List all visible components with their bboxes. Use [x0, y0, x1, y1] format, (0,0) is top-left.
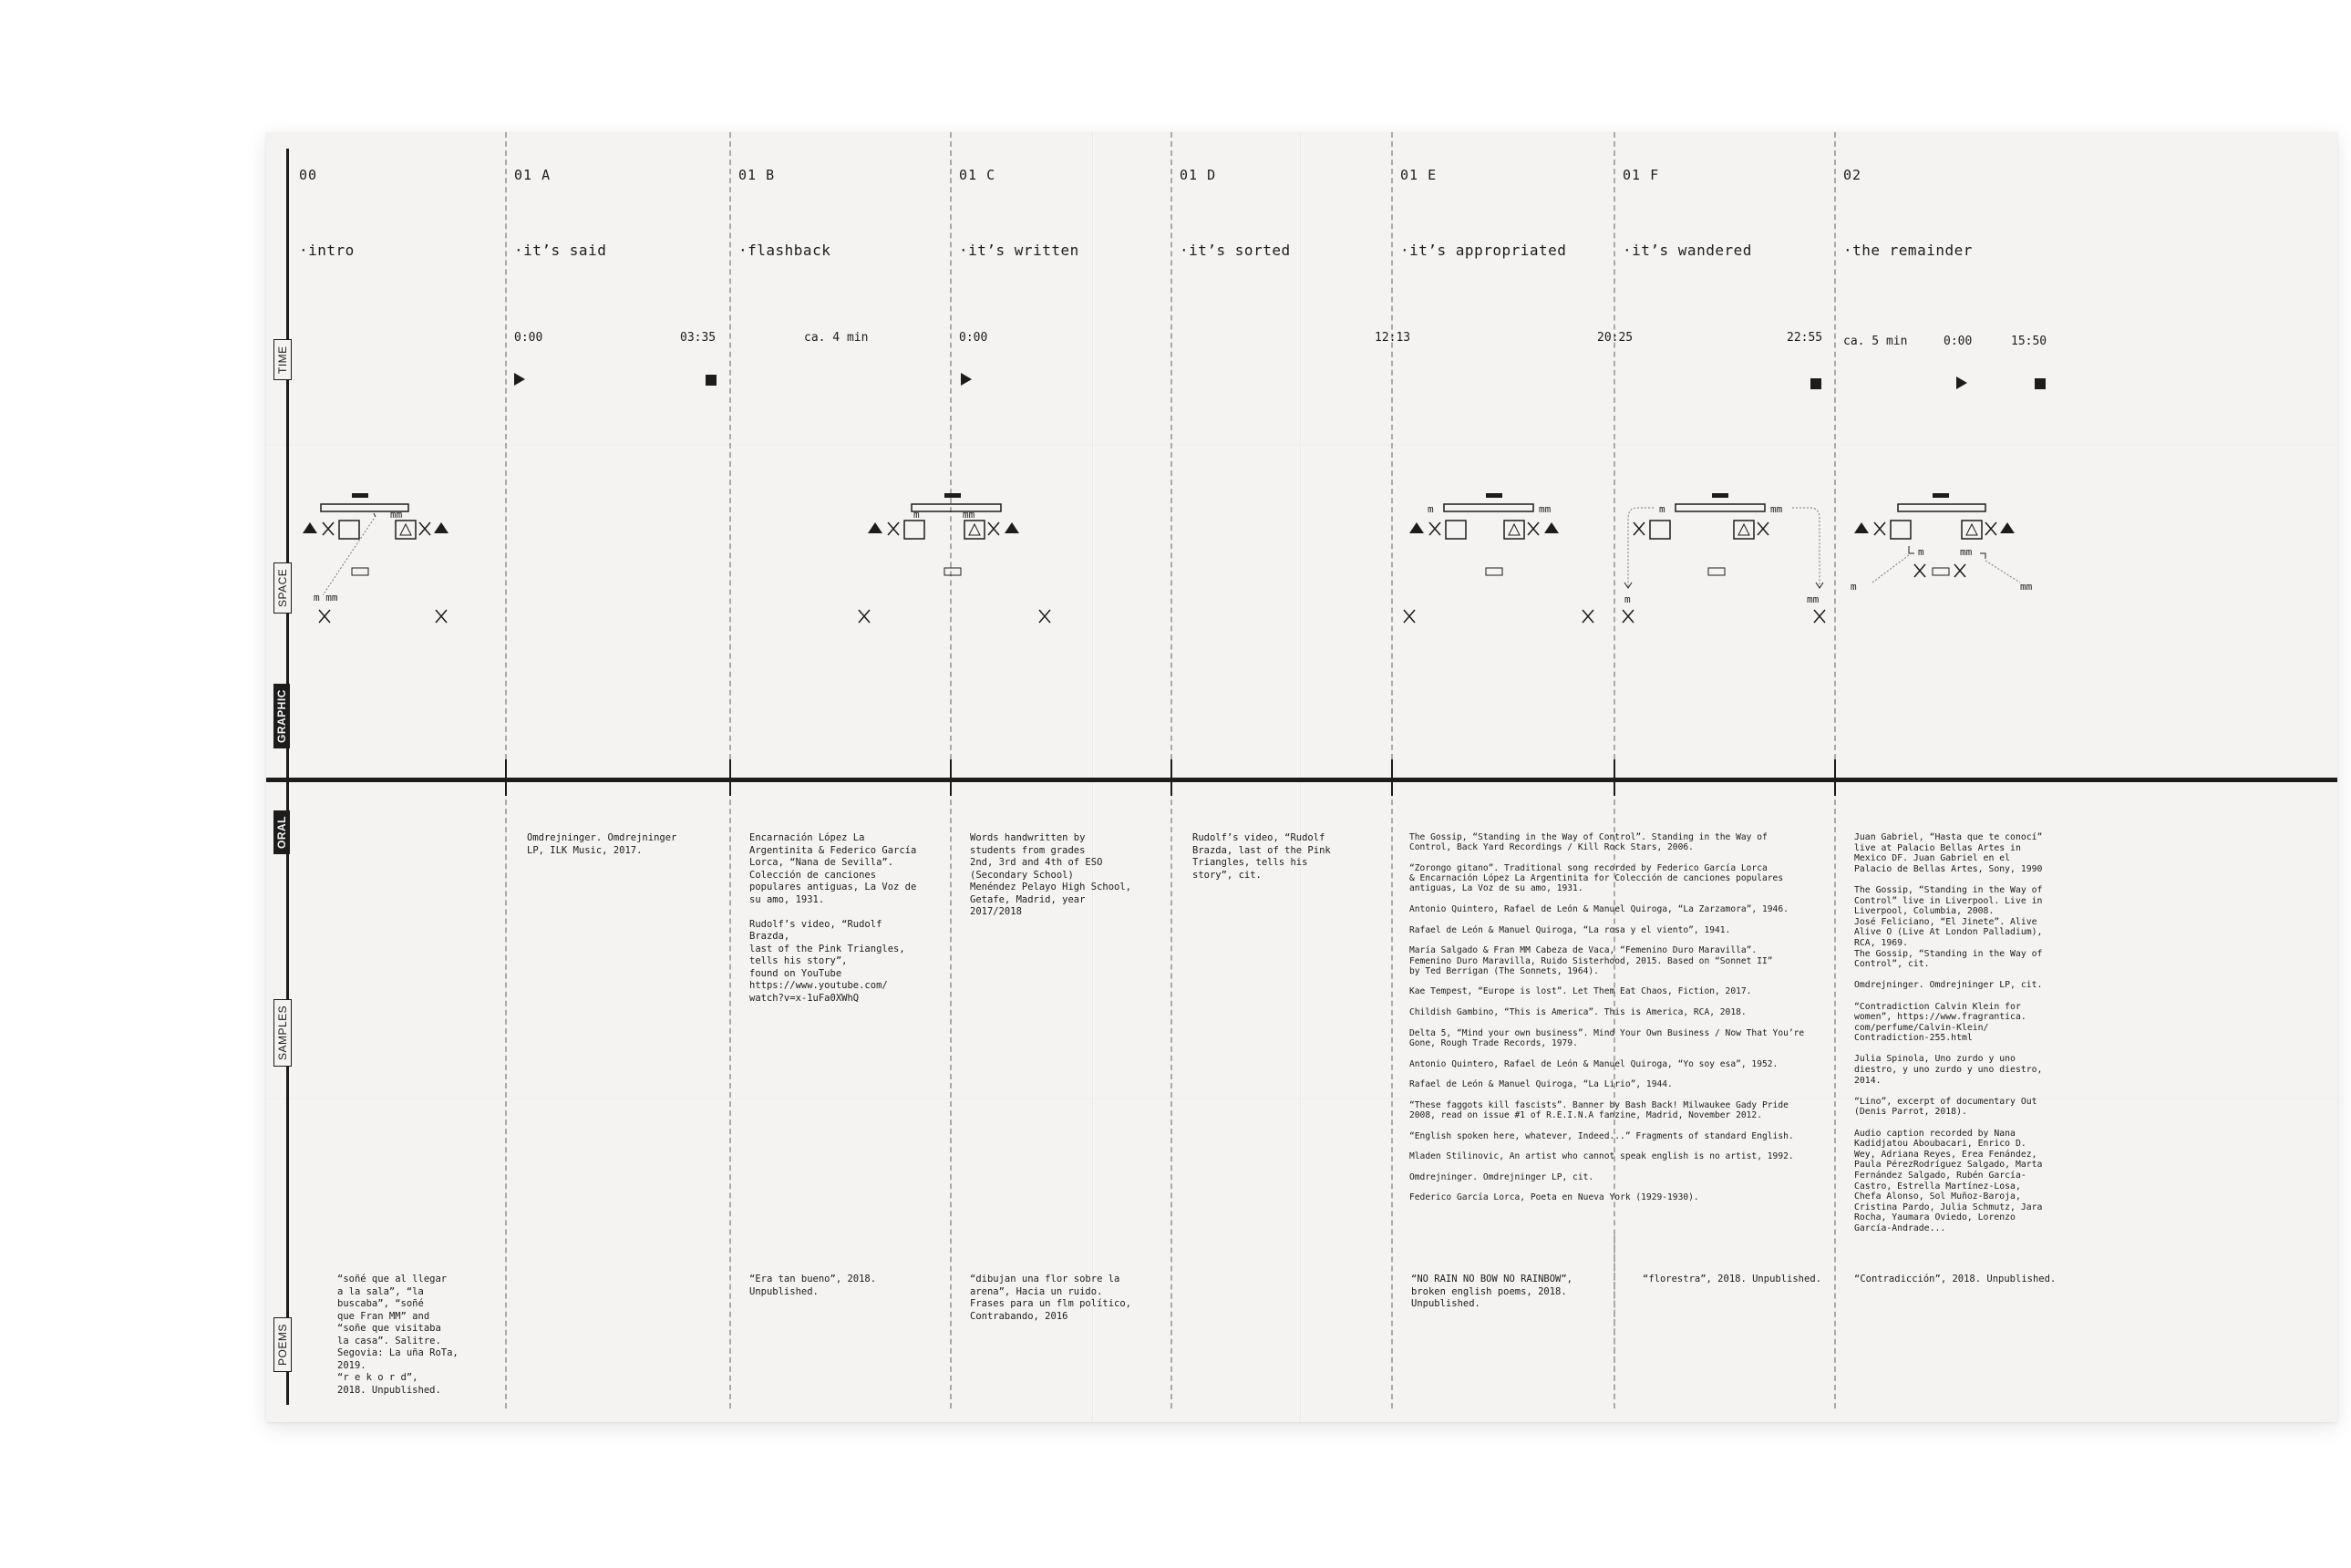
- column-01d: [1180, 132, 1391, 1408]
- samples-text: The Gossip, “Standing in the Way of Control”. Standing in the Way of Control, Back Yard Recordings / Kill Rock Stars, 2006. “Zorongo gitano”. Traditional song recorded by Federico García Lorca & Encarnación López La Argentinita for Colección de canciones populares antiguas, La Voz de su amo, 1931. Antonio Quintero, Rafael de León & Manuel Quiroga, “La Zarzamora”, 1946. Rafael de León & Manuel Quiroga, “La rosa y el viento”, 1941. María Salgado & Fran MM Cabeza de Vaca, “Femenino Duro Maravilla”. Femenino Duro Maravilla, Ruido Sisterhood, 2015. Based on “Sonnet II” by Ted Berrigan (The Sonnets, 1964). Kae Tempest, “Europe is lost”. Let Them Eat Chaos, Fiction, 2017. Childish Gambino, “This is America”. This is America, RCA, 2018. Delta 5, “Mind your own business”. Mind Your Own Business / Now That You’re Gone, Rough Trade Records, 1979. Antonio Quintero, Rafael de León & Manuel Quiroga, “Yo soy esa”, 1952. Rafael de León & Manuel Quiroga, “La Lirio”, 1944. “These faggots kill fascists”. Banner by Bash Back! Milwaukee Gady Pride 2008, read on issue #1 of R.E.I.N.A fanzine, Madrid, November 2012. “English spoken here, whatever, Indeed...” Fragments of standard English. Mladen Stilinovic, An artist who cannot speak english is no artist, 1992. Omdrejninger. Omdrejninger LP, cit. Federico García Lorca, Poeta en Nueva York (1929-1930).: [1409, 832, 1805, 1203]
- column-number: 02: [1843, 167, 1862, 183]
- svg-text:mm: mm: [1539, 503, 1552, 515]
- stop-icon[interactable]: [1810, 378, 1821, 389]
- cross-icon: [323, 522, 334, 535]
- side-label-samples: SAMPLES: [273, 999, 292, 1067]
- poem-text: “florestra”, 2018. Unpublished.: [1643, 1274, 1821, 1284]
- time-start: 0:00: [514, 331, 543, 345]
- samples-text: Words handwritten by students from grades 2nd, 3rd and 4th of ESO (Secondary School) Menéndez Pelayo High School, Getafe, Madrid, year 2017/2018: [970, 832, 1132, 917]
- svg-text:mm: mm: [963, 509, 975, 521]
- side-label-graphic: GRAPHIC: [273, 684, 290, 748]
- poster-sheet: [266, 132, 2337, 1422]
- svg-text:m: m: [1918, 546, 1924, 558]
- cross-icon: [419, 522, 430, 535]
- space-diagram-written: [859, 488, 1150, 716]
- svg-text:m: m: [1624, 593, 1631, 605]
- triangle-icon: [303, 522, 317, 533]
- time-end: 15:50: [2011, 335, 2047, 348]
- time-start: 0:00: [959, 331, 988, 345]
- time-duration: ca. 4 min: [804, 331, 869, 345]
- triangle-icon: [434, 522, 449, 533]
- column-number: 01 F: [1623, 167, 1660, 183]
- space-diagram-intro: [303, 488, 521, 716]
- poem-text: “Era tan bueno”, 2018. Unpublished.: [749, 1274, 877, 1297]
- divider-tick: [1391, 759, 1393, 796]
- svg-text:mm: mm: [2020, 581, 2033, 593]
- divider-tick: [505, 759, 507, 796]
- divider-tick: [950, 759, 952, 796]
- time-start: 0:00: [1944, 335, 1973, 348]
- column-separator: [1614, 1235, 1615, 1408]
- divider-tick: [1834, 759, 1836, 796]
- space-diagram-appropriated: [1402, 488, 1621, 716]
- svg-text:m: m: [1851, 581, 1857, 593]
- side-label-time: TIME: [273, 339, 292, 380]
- samples-text: Rudolf’s video, “Rudolf Brazda, last of the Pink Triangles, tells his story”, cit.: [1192, 832, 1331, 881]
- column-title: ·it’s appropriated: [1400, 242, 1567, 259]
- cross-icon: [436, 610, 447, 623]
- speaker-bar-icon: [352, 493, 368, 498]
- label-mm: mm: [390, 509, 403, 521]
- column-01b: [738, 132, 950, 1408]
- column-01c: [959, 132, 1170, 1408]
- svg-text:mm: mm: [1960, 546, 1973, 558]
- square-icon: [339, 521, 359, 539]
- column-number: 00: [299, 167, 318, 183]
- side-label-space: SPACE: [273, 562, 292, 614]
- column-title: ·it’s sorted: [1180, 242, 1291, 259]
- column-number: 01 C: [959, 167, 996, 183]
- svg-text:m: m: [1428, 503, 1434, 515]
- screen-icon: [352, 568, 368, 575]
- svg-text:m: m: [1659, 503, 1665, 515]
- column-00: [297, 132, 505, 1408]
- column-title: ·the remainder: [1843, 242, 1973, 259]
- svg-text:m: m: [913, 509, 920, 521]
- stop-icon[interactable]: [2035, 378, 2046, 389]
- column-01f: [1623, 132, 1834, 1408]
- column-title: ·it’s written: [959, 242, 1079, 259]
- space-diagram-wandered: [1621, 488, 1840, 716]
- time-start: 20:25: [1597, 331, 1634, 345]
- time-start: 12:13: [1375, 331, 1411, 345]
- play-icon[interactable]: [961, 373, 972, 386]
- svg-text:mm: mm: [1770, 503, 1783, 515]
- side-label-poems: POEMS: [273, 1317, 292, 1372]
- column-number: 01 A: [514, 167, 552, 183]
- column-title: ·flashback: [738, 242, 831, 259]
- divider-tick: [1614, 759, 1615, 796]
- side-label-oral: ORAL: [273, 810, 290, 854]
- column-title: ·it’s wandered: [1623, 242, 1752, 259]
- time-duration: ca. 5 min: [1843, 335, 1908, 348]
- samples-text: Omdrejninger. Omdrejninger LP, ILK Music, 2017.: [527, 832, 677, 856]
- column-number: 01 B: [738, 167, 776, 183]
- column-number: 01 D: [1180, 167, 1217, 183]
- divider-tick: [729, 759, 731, 796]
- svg-text:mm: mm: [1807, 593, 1820, 605]
- space-diagram-remainder: [1841, 488, 2060, 716]
- stop-icon[interactable]: [706, 375, 717, 386]
- play-icon[interactable]: [514, 373, 525, 386]
- poem-text: “soñé que al llegar a la sala”, “la buscaba”, “soñé que Fran MM” and “soñe que visitaba la casa”. Salitre. Segovia: La uña RoTa, 2019. “r e k o r d”, 2018. Unpublished.: [337, 1274, 459, 1396]
- play-icon[interactable]: [1956, 377, 1967, 389]
- poem-text: “Contradicción”, 2018. Unpublished.: [1854, 1274, 2057, 1284]
- column-title: ·intro: [299, 242, 355, 259]
- cross-icon: [319, 610, 330, 623]
- vertical-axis: [286, 149, 289, 1405]
- column-01a: [514, 132, 729, 1408]
- label-m-mm: m mm: [314, 592, 338, 603]
- time-end: 03:35: [680, 331, 717, 345]
- divider-tick: [1170, 759, 1172, 796]
- poem-text: “dibujan una flor sobre la arena”, Hacia un ruido. Frases para un flm político, Contrabando, 2016: [970, 1274, 1132, 1322]
- column-number: 01 E: [1400, 167, 1438, 183]
- samples-text: Juan Gabriel, “Hasta que te conocí” live at Palacio Bellas Artes in Mexico DF. Juan Gabriel en el Palacio de Bellas Artes, Sony, 1990 The Gossip, “Standing in the Way of Control” live in Liverpool. Live in Liverpool, Columbia, 2008. José Feliciano, “El Jinete”. Alive Alive O (Live At London Palladium), RCA, 1969. The Gossip, “Standing in the Way of Control”, cit. Omdrejninger. Omdrejninger LP, cit. “Contradiction Calvin Klein for women”, https://www.fragrantica. com/perfume/Calvin-Klein/ Contradiction-255.html Julia Spinola, Uno zurdo y uno diestro, y uno zurdo y uno diestro, 2014. “Lino”, excerpt of documentary Out (Denis Parrot, 2018). Audio caption recorded by Nana Kadidjatou Aboubacari, Enrico D. Wey, Adriana Reyes, Erea Fenández, Paula PérezRodríguez Salgado, Marta Fernández Salgado, Rubén García- Castro, Estrella Martínez-Losa, Chefa Alonso, Sol Muñoz-Baroja, Cristina Pardo, Julia Schmutz, Jara Rocha, Yaumara Oviedo, Lorenzo García-Andrade...: [1854, 832, 2043, 1233]
- samples-text: Encarnación López La Argentinita & Federico García Lorca, “Nana de Sevilla”. Colección de canciones populares antiguas, La Voz de su amo, 1931. Rudolf’s video, “Rudolf Brazda, last of the Pink Triangles, tells his story”, found on YouTube https://www.youtube.com/ watch?v=x-1uFa0XWhQ: [749, 832, 917, 1004]
- poem-text: “NO RAIN NO BOW NO RAINBOW”, broken english poems, 2018. Unpublished.: [1411, 1274, 1573, 1309]
- column-title: ·it’s said: [514, 242, 607, 259]
- time-end: 22:55: [1787, 331, 1823, 345]
- column-02: [1843, 132, 2062, 1408]
